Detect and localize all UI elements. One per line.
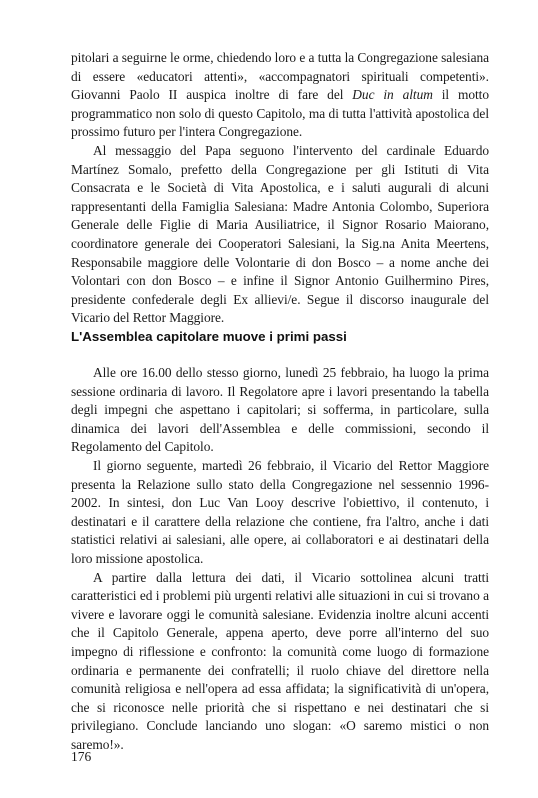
paragraph-vicar-remarks: A partire dalla lettura dei dati, il Vicario sottolinea alcuni tratti caratteristici ed i problemi più urgenti relativi alle situazioni in cui si trovano a vivere e lavorare oggi le comunità salesiane. Evidenzia inoltre alcuni accenti che il Capitolo Generale, appena aperto, deve porre all'interno del suo impegno di riflessione e confronto: la comunità come luogo di formazione ordinaria e permanente dei confratelli; il ruolo chiave del direttore nella comunità religiosa e nell'opera ad essa affidata; la significatività di un'opera, che si riconosce nelle priorità che si rispettano e nei destinatari che si privilegiano. Conclude lanciando uno slogan: «O saremo mistici o non saremo!». [71, 569, 489, 752]
paragraph-text: il motto programmatico non solo di questo Capitolo, ma di tutta l'attività apostolica del prossimo futuro per l'intera Congregazione. [71, 87, 489, 140]
page-number: 176 [71, 749, 92, 764]
paragraph-text: pitolari a seguirne le orme, chiedendo loro e a tutta la Congregazione salesiana di essere «educatori attenti», «accompagnatori spirituali competenti». Giovanni Paolo II auspica inoltre di fare del [71, 50, 490, 103]
paragraph-continuation [71, 49, 489, 142]
paragraph-report: Il giorno seguente, martedì 26 febbraio, il Vicario del Rettor Maggiore presenta la Relazione sullo stato della Congregazione nel sessennio 1996-2002. In sintesi, don Luc Van Looy descrive l'obiettivo, il contenuto, i destinatari e il carattere della relazione che contiene, fra l'altro, anche i dati statistici relativi ai salesiani, alle opere, ai collaboratori e ai destinatari della loro missione apostolica. [71, 457, 489, 566]
section-heading: L'Assemblea capitolare muove i primi passi [71, 329, 347, 344]
body-text-bottom [71, 364, 489, 754]
body-text-top [71, 49, 489, 328]
paragraph-first-session: Alle ore 16.00 dello stesso giorno, lunedì 25 febbraio, ha luogo la prima sessione ordinaria di lavoro. Il Regolatore apre i lavori presentando la tabella degli impegni che aspettano i capitolari; si sofferma, in particolare, sulla dinamica dei lavori dell'Assemblea e delle commissioni, secondo il Regolamento del Capitolo. [71, 365, 489, 455]
paragraph-pope-message: Al messaggio del Papa seguono l'intervento del cardinale Eduardo Martínez Somalo, prefetto della Congregazione per gli Istituti di Vita Consacrata e le Società di Vita Apostolica, e i saluti augurali di alcuni rappresentanti della Famiglia Salesiana: Madre Antonia Colombo, Superiora Generale delle Figlie di Maria Ausiliatrice, il Signor Rosario Maiorano, coordinatore generale dei Cooperatori Salesiani, la Sig.na Anita Meertens, Responsabile maggiore delle Volontarie di don Bosco – a nome anche dei Volontari con don Bosco – e infine il Signor Antonio Guilhermino Pires, presidente confederale degli Ex allievi/e. Segue il discorso inaugurale del Vicario del Rettor Maggiore. [71, 142, 489, 326]
motto-italic: Duc in altum [352, 87, 433, 103]
